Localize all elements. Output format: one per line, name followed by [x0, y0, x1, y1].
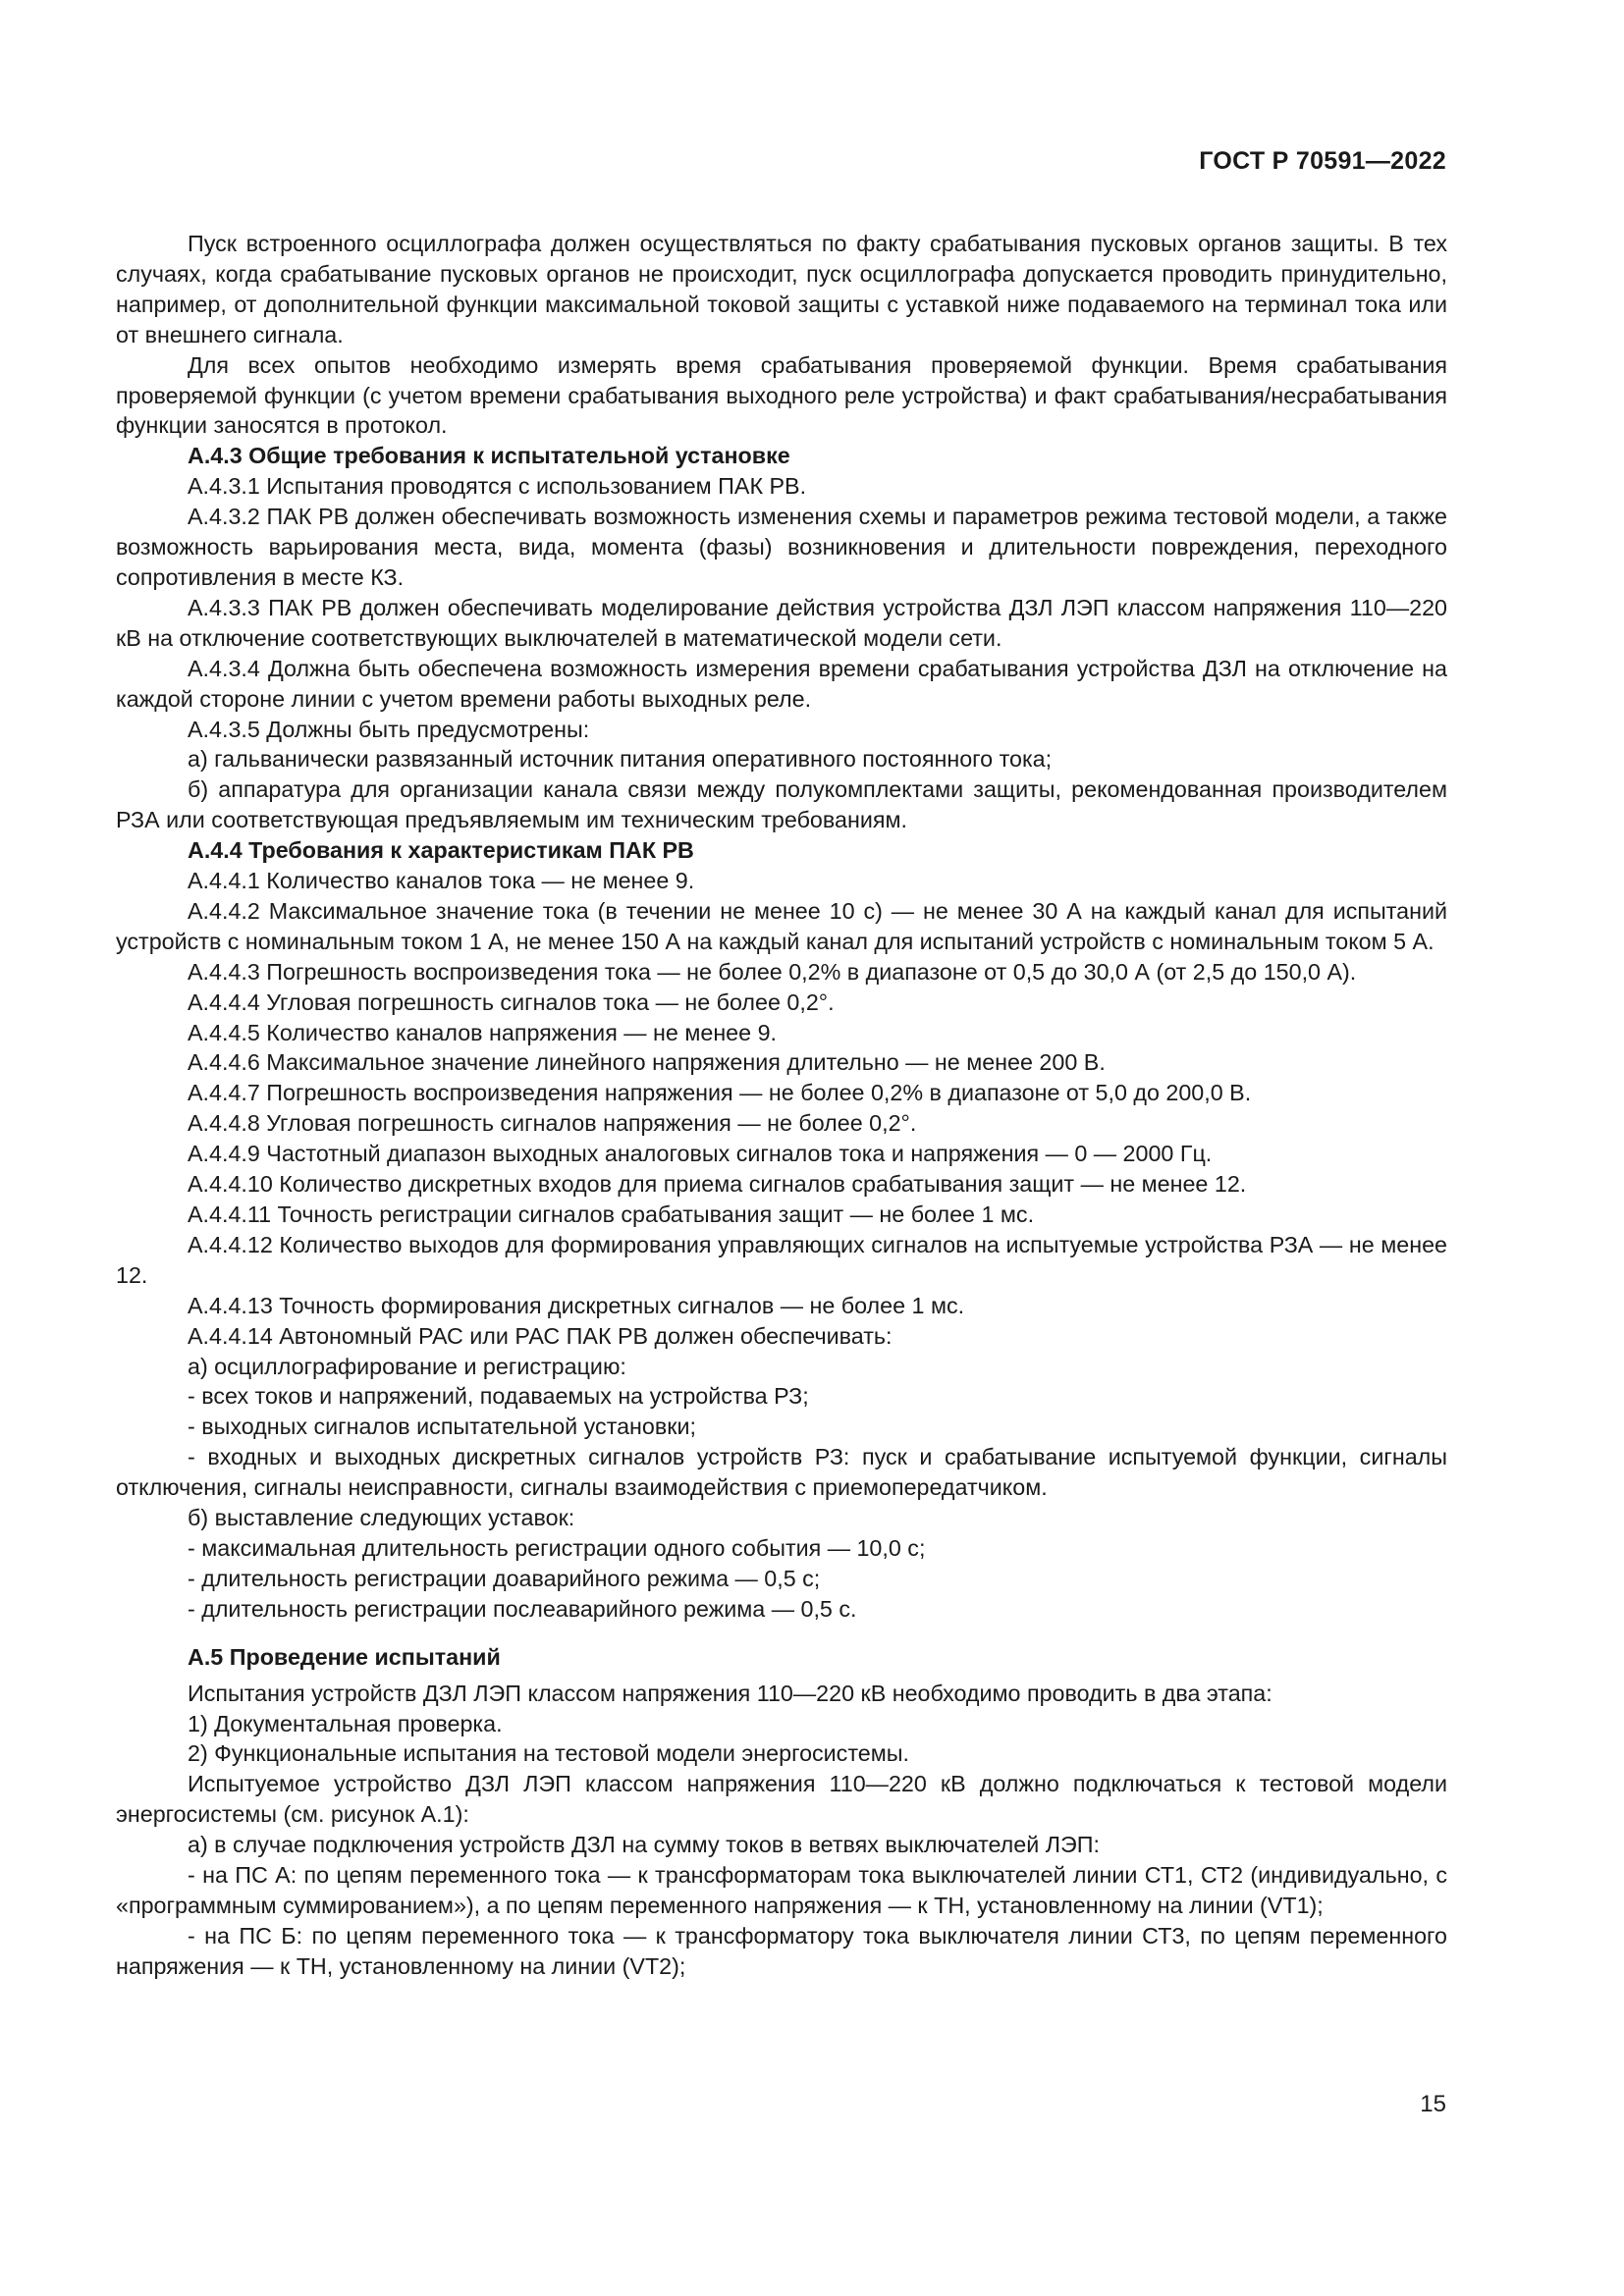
paragraph: Для всех опытов необходимо измерять время срабатывания проверяемой функции. Время срабатывания проверяемой функции (с учетом времени срабатывания выходного реле устройства) и факт срабатывания/несрабатывания функции заносятся в протокол. — [116, 351, 1447, 439]
section-heading: А.4.3 Общие требования к испытательной установке — [188, 443, 790, 469]
paragraph: А.4.4.4 Угловая погрешность сигналов тока — не более 0,2°. — [188, 988, 835, 1015]
paragraph: А.4.4.8 Угловая погрешность сигналов напряжения — не более 0,2°. — [188, 1110, 917, 1137]
paragraph: А.4.4.9 Частотный диапазон выходных аналоговых сигналов тока и напряжения — 0 — 2000 Гц. — [188, 1141, 1213, 1167]
list-item: 2) Функциональные испытания на тестовой модели энергосистемы. — [188, 1740, 909, 1767]
paragraph: Испытания устройств ДЗЛ ЛЭП классом напряжения 110—220 кВ необходимо проводить в два этапа: — [188, 1680, 1272, 1706]
section-heading: А.4.4 Требования к характеристикам ПАК РВ — [188, 837, 694, 864]
paragraph: А.4.4.5 Количество каналов напряжения — не менее 9. — [188, 1019, 777, 1045]
list-item: а) гальванически развязанный источник питания оперативного постоянного тока; — [188, 746, 1053, 773]
list-item: - длительность регистрации доаварийного режима — 0,5 с; — [188, 1565, 821, 1591]
list-item: - максимальная длительность регистрации одного события — 10,0 с; — [188, 1534, 926, 1561]
page-number: 15 — [1420, 2091, 1446, 2117]
paragraph: А.4.3.4 Должна быть обеспечена возможность измерения времени срабатывания устройства ДЗЛ на отключение на каждой стороне линии с учетом времени работы выходных реле. — [116, 655, 1447, 712]
list-item: 1) Документальная проверка. — [188, 1710, 503, 1736]
list-item: а) в случае подключения устройств ДЗЛ на сумму токов в ветвях выключателей ЛЭП: — [188, 1832, 1100, 1858]
paragraph: А.4.4.1 Количество каналов тока — не менее 9. — [188, 868, 695, 894]
list-item: - длительность регистрации послеаварийного режима — 0,5 с. — [188, 1595, 857, 1622]
list-item: - выходных сигналов испытательной установки; — [188, 1414, 696, 1440]
paragraph: А.4.4.6 Максимальное значение линейного напряжения длительно — не менее 200 В. — [188, 1049, 1106, 1076]
section-heading: А.5 Проведение испытаний — [188, 1643, 501, 1670]
paragraph: А.4.3.2 ПАК РВ должен обеспечивать возможность изменения схемы и параметров режима тестовой модели, а также возможность варьирования места, вида, момента (фазы) возникновения и длительности повреждения, переходного сопротивления в месте КЗ. — [116, 504, 1447, 590]
paragraph: А.4.4.10 Количество дискретных входов для приема сигналов срабатывания защит — не менее 12. — [188, 1171, 1247, 1198]
list-item: б) аппаратура для организации канала связи между полукомплектами защиты, рекомендованная производителем РЗА или соответствующая предъявляемым им техническим требованиям. — [116, 776, 1447, 833]
list-item: б) выставление следующих уставок: — [188, 1505, 575, 1531]
document-body — [116, 229, 1447, 1982]
list-item: - всех токов и напряжений, подаваемых на устройства РЗ; — [188, 1383, 809, 1410]
paragraph: А.4.4.14 Автономный РАС или РАС ПАК РВ должен обеспечивать: — [188, 1322, 893, 1349]
paragraph: А.4.4.3 Погрешность воспроизведения тока — не более 0,2% в диапазоне от 0,5 до 30,0 А (от 2,5 до 150,0 А). — [188, 958, 1357, 985]
paragraph: А.4.3.1 Испытания проводятся с использованием ПАК РВ. — [188, 473, 807, 500]
paragraph: А.4.4.11 Точность регистрации сигналов срабатывания защит — не более 1 мс. — [188, 1201, 1035, 1227]
paragraph: А.4.4.12 Количество выходов для формирования управляющих сигналов на испытуемые устройства РЗА — не менее 12. — [116, 1231, 1447, 1288]
paragraph: Испытуемое устройство ДЗЛ ЛЭП классом напряжения 110—220 кВ должно подключаться к тестовой модели энергосистемы (см. рисунок А.1): — [116, 1771, 1447, 1828]
paragraph: А.4.3.3 ПАК РВ должен обеспечивать моделирование действия устройства ДЗЛ ЛЭП классом напряжения 110—220 кВ на отключение соответствующих выключателей в математической модели сети. — [116, 594, 1447, 651]
list-item: - на ПС Б: по цепям переменного тока — к трансформатору тока выключателя линии СТ3, по цепям переменного напряжения — к ТН, установленному на линии (VT2); — [116, 1922, 1447, 1979]
list-item: - на ПС А: по цепям переменного тока — к трансформаторам тока выключателей линии СТ1, СТ2 (индивидуально, с «программным суммированием»), а по цепям переменного напряжения — к ТН, установленному на линии (VT1); — [116, 1862, 1447, 1918]
paragraph: А.4.4.13 Точность формирования дискретных сигналов — не более 1 мс. — [188, 1292, 965, 1318]
document-number-header: ГОСТ Р 70591—2022 — [1199, 147, 1446, 175]
paragraph: А.4.4.7 Погрешность воспроизведения напряжения — не более 0,2% в диапазоне от 5,0 до 200,0 В. — [188, 1080, 1252, 1106]
paragraph: А.4.3.5 Должны быть предусмотрены: — [188, 716, 590, 742]
list-item: - входных и выходных дискретных сигналов устройств РЗ: пуск и срабатывание испытуемой функции, сигналы отключения, сигналы неисправности, сигналы взаимодействия с приемопередатчиком. — [116, 1444, 1447, 1501]
paragraph: А.4.4.2 Максимальное значение тока (в течении не менее 10 с) — не менее 30 А на каждый канал для испытаний устройств с номинальным током 1 А, не менее 150 А на каждый канал для испытаний устройств с номинальным током 5 А. — [116, 897, 1447, 954]
paragraph: Пуск встроенного осциллографа должен осуществляться по факту срабатывания пусковых органов защиты. В тех случаях, когда срабатывание пусковых органов не происходит, пуск осциллографа допускается проводить принудительно, например, от дополнительной функции максимальной токовой защиты с уставкой ниже подаваемого на терминал тока или от внешнего сигнала. — [116, 231, 1447, 347]
list-item: а) осциллографирование и регистрацию: — [188, 1353, 626, 1379]
